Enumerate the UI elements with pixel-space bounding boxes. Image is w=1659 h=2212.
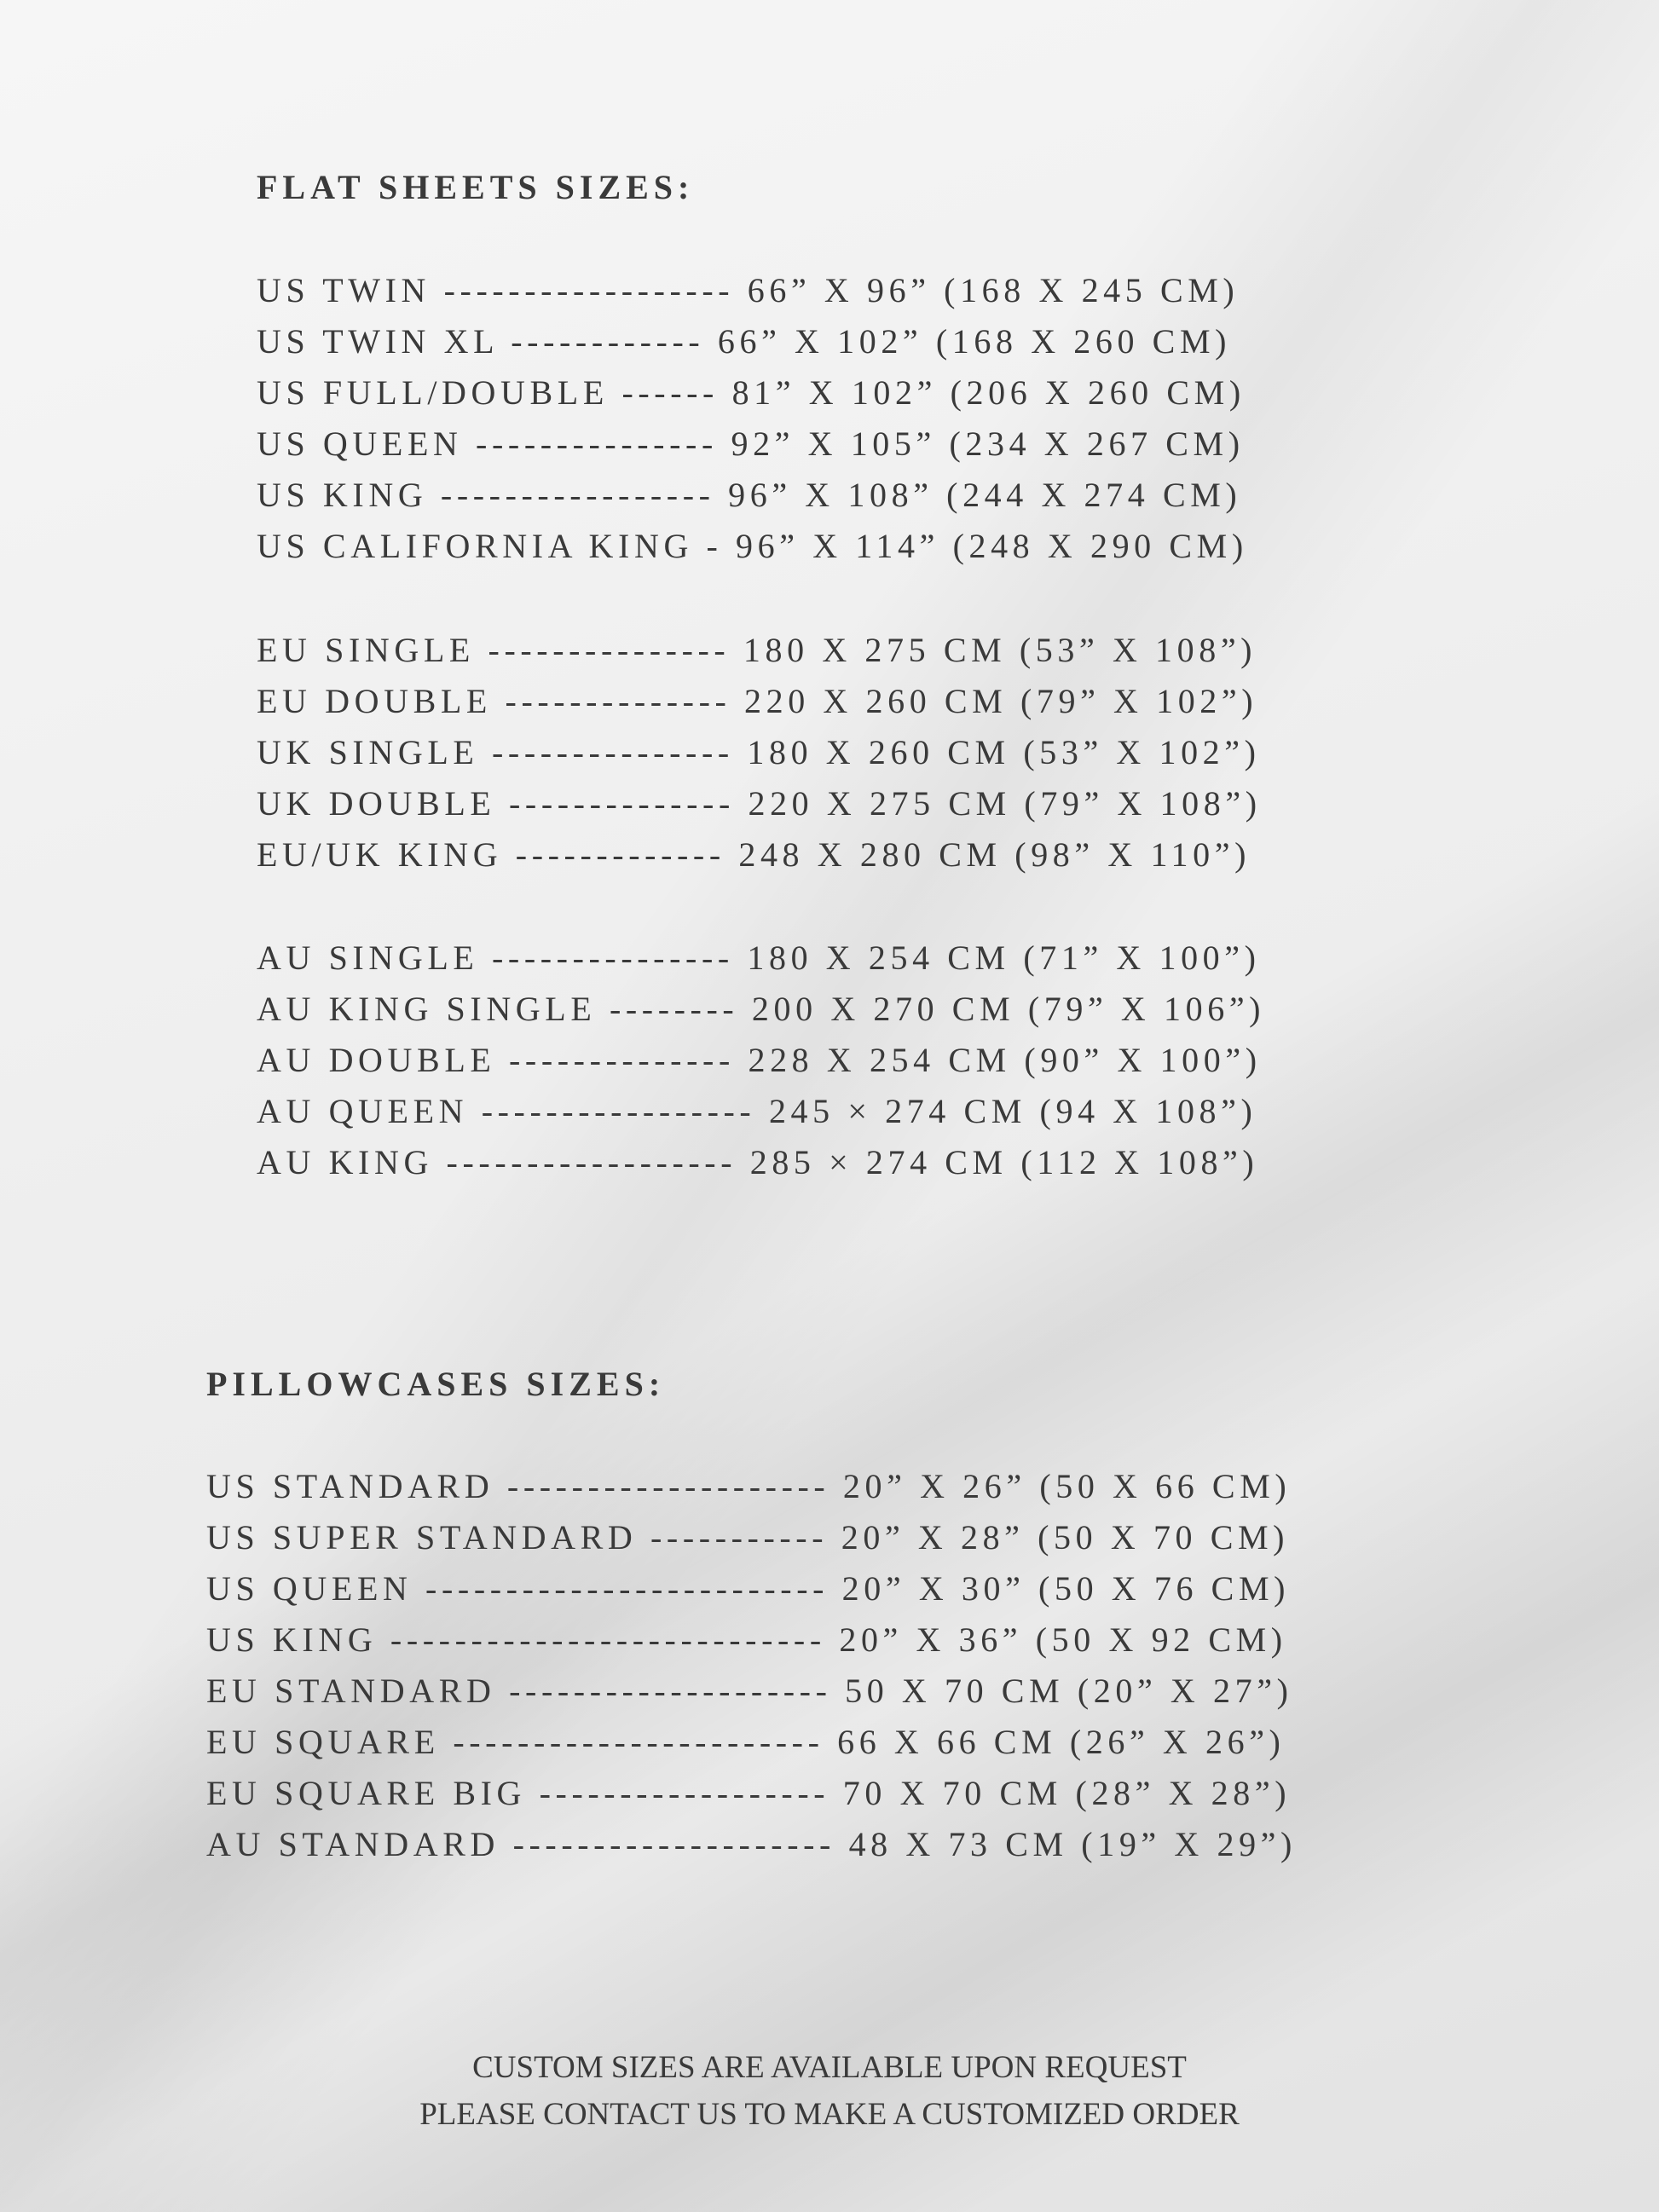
size-row: AU QUEEN ----------------- 245 × 274 CM (94 X 108”) (257, 1092, 1257, 1130)
size-row: EU SINGLE --------------- 180 X 275 CM (53” X 108”) (257, 631, 1257, 669)
size-row: EU SQUARE ----------------------- 66 X 66 CM (26” X 26”) (206, 1723, 1286, 1761)
flat-sheets-heading: FLAT SHEETS SIZES: (257, 168, 695, 206)
pillowcases-heading: PILLOWCASES SIZES: (206, 1365, 666, 1403)
size-row: UK DOUBLE -------------- 220 X 275 CM (79” X 108”) (257, 784, 1262, 823)
size-row: AU KING SINGLE -------- 200 X 270 CM (79” X 106”) (257, 990, 1266, 1028)
size-row: AU SINGLE --------------- 180 X 254 CM (71” X 100”) (257, 939, 1261, 977)
size-row: UK SINGLE --------------- 180 X 260 CM (53” X 102”) (257, 733, 1261, 771)
size-row: AU DOUBLE -------------- 228 X 254 CM (90” X 100”) (257, 1041, 1262, 1079)
flat-sheets-eu-uk-list (257, 625, 1262, 881)
size-row: US TWIN ------------------ 66” X 96” (168 X 245 CM) (257, 271, 1240, 309)
size-row: US KING --------------------------- 20” X 36” (50 X 92 CM) (206, 1620, 1287, 1659)
footer-note (0, 2044, 1659, 2138)
size-row: AU KING ------------------ 285 × 274 CM (112 X 108”) (257, 1143, 1259, 1181)
pillowcases-list (206, 1461, 1297, 1870)
custom-sizes-note: CUSTOM SIZES ARE AVAILABLE UPON REQUEST (472, 2050, 1187, 2085)
size-row: EU/UK KING ------------- 248 X 280 CM (98” X 110”) (257, 835, 1251, 874)
size-row: US QUEEN ------------------------- 20” X 30” (50 X 76 CM) (206, 1569, 1291, 1608)
size-row: US KING ----------------- 96” X 108” (244 X 274 CM) (257, 476, 1242, 514)
size-row: US STANDARD -------------------- 20” X 26” (50 X 66 CM) (206, 1467, 1292, 1505)
size-row: US CALIFORNIA KING - 96” X 114” (248 X 290 CM) (257, 527, 1248, 565)
size-row: EU SQUARE BIG ------------------ 70 X 70 CM (28” X 28”) (206, 1774, 1292, 1812)
size-row: EU DOUBLE -------------- 220 X 260 CM (79” X 102”) (257, 682, 1258, 720)
flat-sheets-us-list (257, 265, 1248, 572)
size-row: US TWIN XL ------------ 66” X 102” (168 X 260 CM) (257, 322, 1232, 361)
contact-note: PLEASE CONTACT US TO MAKE A CUSTOMIZED ORDER (419, 2097, 1240, 2132)
flat-sheets-au-list (257, 933, 1265, 1188)
size-row: US SUPER STANDARD ----------- 20” X 28” (50 X 70 CM) (206, 1518, 1290, 1556)
size-row: US QUEEN --------------- 92” X 105” (234 X 267 CM) (257, 424, 1245, 463)
size-row: AU STANDARD -------------------- 48 X 73 CM (19” X 29”) (206, 1825, 1297, 1863)
size-row: US FULL/DOUBLE ------ 81” X 102” (206 X 260 CM) (257, 373, 1246, 412)
size-row: EU STANDARD -------------------- 50 X 70 CM (20” X 27”) (206, 1672, 1293, 1710)
